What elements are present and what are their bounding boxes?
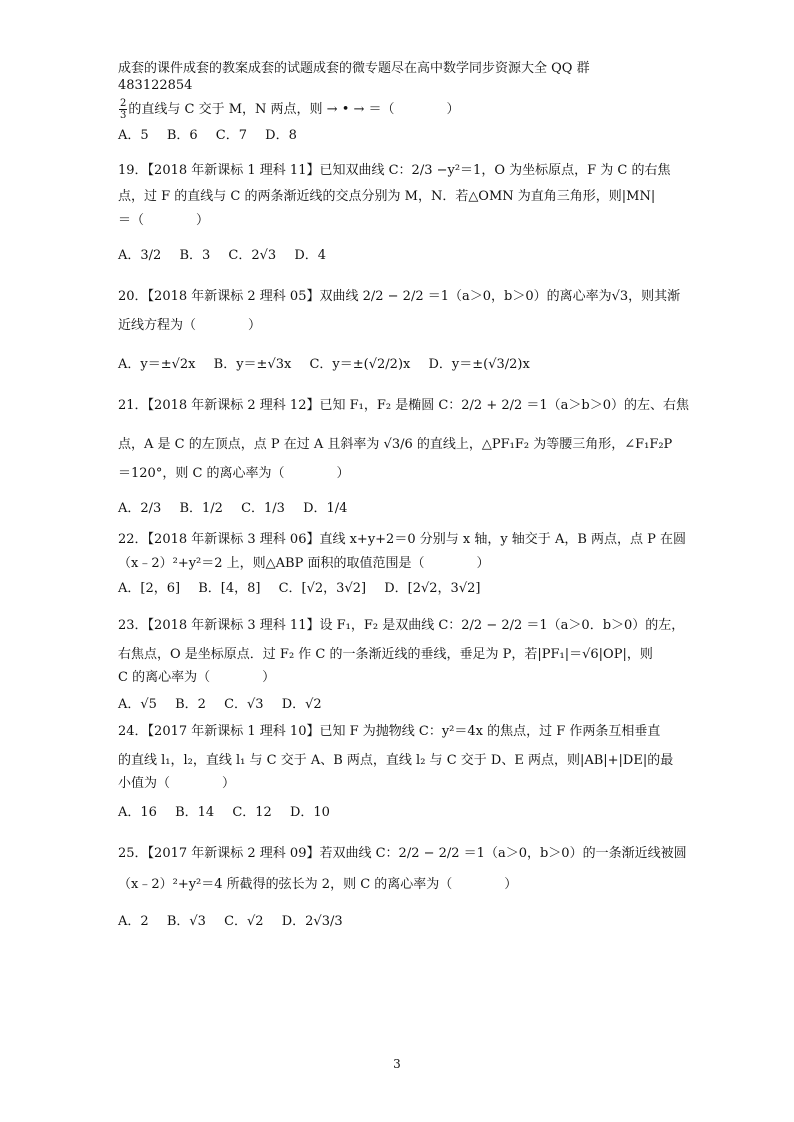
question-21-line-3: ＝120°，则 C 的离心率为（ ） — [118, 466, 350, 481]
option-b: B．1/2 — [179, 501, 223, 516]
question-21-line-2: 点，A 是 C 的左顶点，点 P 在过 A 且斜率为 √3/6 的直线上，△PF₁F₂ 为等腰三角形，∠F₁F₂P — [118, 437, 673, 452]
question-24-options — [118, 804, 678, 821]
option-a: A．2/3 — [118, 501, 162, 516]
option-c: C．1/3 — [241, 501, 285, 516]
question-18-text: 的直线与 C 交于 M，N 两点，则 → • → ＝（ ） — [128, 102, 460, 117]
header-line-1: 成套的课件成套的教案成套的试题成套的微专题尽在高中数学同步资源大全 QQ 群 — [118, 61, 590, 76]
option-b: B．√3 — [166, 914, 206, 929]
question-25-options — [118, 913, 678, 930]
question-23-line-3: C 的离心率为（ ） — [118, 670, 276, 685]
option-d: D．1/4 — [303, 501, 348, 516]
option-a: A．[2，6] — [118, 581, 181, 596]
option-c: C．2√3 — [228, 248, 277, 263]
question-20-line-1: 20．【2018 年新课标 2 理科 05】双曲线 2/2 − 2/2 ＝1（a＞0，b＞0）的离心率为√3，则其渐 — [118, 289, 681, 304]
question-21-options — [118, 500, 678, 517]
question-24-line-3: 小值为（ ） — [118, 776, 236, 791]
option-a: A．y＝±√2x — [118, 357, 196, 372]
option-b: B．2 — [175, 697, 206, 712]
question-18-continued — [118, 98, 678, 144]
option-b: B．[4，8] — [198, 581, 261, 596]
header-line-2: 483122854 — [118, 78, 193, 93]
question-19 — [118, 162, 678, 264]
option-c: C．√3 — [224, 697, 264, 712]
option-c: C．[√2，3√2] — [278, 581, 367, 596]
option-b: B．y＝±√3x — [213, 357, 292, 372]
option-a: A．√5 — [118, 697, 157, 712]
question-24-line-2: 的直线 l₁，l₂，直线 l₁ 与 C 交于 A、B 两点，直线 l₂ 与 C 交于 D、E 两点，则|AB|+|DE|的最 — [118, 753, 674, 768]
question-24 — [118, 723, 678, 821]
option-c: C．12 — [232, 805, 272, 820]
question-22 — [118, 531, 687, 597]
question-18-line — [118, 98, 678, 121]
option-b: B．6 — [166, 128, 198, 143]
option-d: D．10 — [289, 805, 330, 820]
question-23-options — [118, 696, 678, 713]
question-23-line-2: 右焦点，O 是坐标原点．过 F₂ 作 C 的一条渐近线的垂线，垂足为 P，若|PF₁|＝√6|OP|，则 — [118, 647, 653, 662]
question-25-line-2: （x﹣2）²+y²＝4 所截得的弦长为 2，则 C 的离心率为（ ） — [118, 877, 518, 892]
question-23-line-1: 23．【2018 年新课标 3 理科 11】设 F₁，F₂ 是双曲线 C：2/2 − 2/2 ＝1（a＞0．b＞0）的左， — [118, 618, 685, 633]
option-a: A．5 — [118, 128, 149, 143]
page-number: 3 — [393, 1057, 401, 1071]
option-c: C．7 — [215, 128, 247, 143]
question-22-options — [118, 580, 678, 597]
question-22-line-2: （x﹣2）²+y²＝2 上，则△ABP 面积的取值范围是（ ） — [118, 556, 490, 571]
question-25 — [118, 845, 687, 930]
question-19-line-2: 点，过 F 的直线与 C 的两条渐近线的交点分别为 M，N．若△OMN 为直角三角形，则|MN| — [118, 189, 656, 204]
question-22-line-1: 22．【2018 年新课标 3 理科 06】直线 x+y+2＝0 分别与 x 轴，y 轴交于 A，B 两点，点 P 在圆 — [118, 532, 687, 547]
question-19-line-1: 19．【2018 年新课标 1 理科 11】已知双曲线 C：2/3 −y²＝1，O 为坐标原点，F 为 C 的右焦 — [118, 163, 671, 178]
option-b: B．3 — [179, 248, 211, 263]
question-19-line-3: ＝（ ） — [118, 213, 210, 228]
question-20 — [118, 288, 681, 373]
option-d: D．√2 — [281, 697, 322, 712]
question-20-options — [118, 356, 678, 373]
option-d: D．4 — [294, 248, 327, 263]
option-d: D．y＝±(√3/2)x — [428, 357, 530, 372]
option-c: C．y＝±(√2/2)x — [309, 357, 411, 372]
option-a: A．2 — [118, 914, 149, 929]
question-25-line-1: 25．【2017 年新课标 2 理科 09】若双曲线 C：2/2 − 2/2 ＝1（a＞0，b＞0）的一条渐近线被圆 — [118, 846, 687, 861]
question-21-line-1: 21．【2018 年新课标 2 理科 12】已知 F₁，F₂ 是椭圆 C：2/2 + 2/2 ＝1（a＞b＞0）的左、右焦 — [118, 398, 690, 413]
option-d: D．8 — [265, 128, 297, 143]
option-d: D．2√3/3 — [281, 914, 343, 929]
option-d: D．[2√2，3√2] — [384, 581, 481, 596]
question-23 — [118, 617, 685, 713]
question-20-line-2: 近线方程为（ ） — [118, 318, 262, 333]
option-a: A．3/2 — [118, 248, 162, 263]
question-21 — [118, 397, 690, 517]
question-19-options — [118, 247, 678, 264]
fraction: $\frac{2}{3}$ — [120, 98, 127, 121]
question-24-line-1: 24．【2017 年新课标 1 理科 10】已知 F 为抛物线 C：y²＝4x 的焦点，过 F 作两条互相垂直 — [118, 724, 661, 739]
page-content — [118, 60, 690, 930]
option-b: B．14 — [175, 805, 215, 820]
option-c: C．√2 — [224, 914, 264, 929]
question-18-options — [118, 127, 678, 144]
option-a: A．16 — [118, 805, 157, 820]
